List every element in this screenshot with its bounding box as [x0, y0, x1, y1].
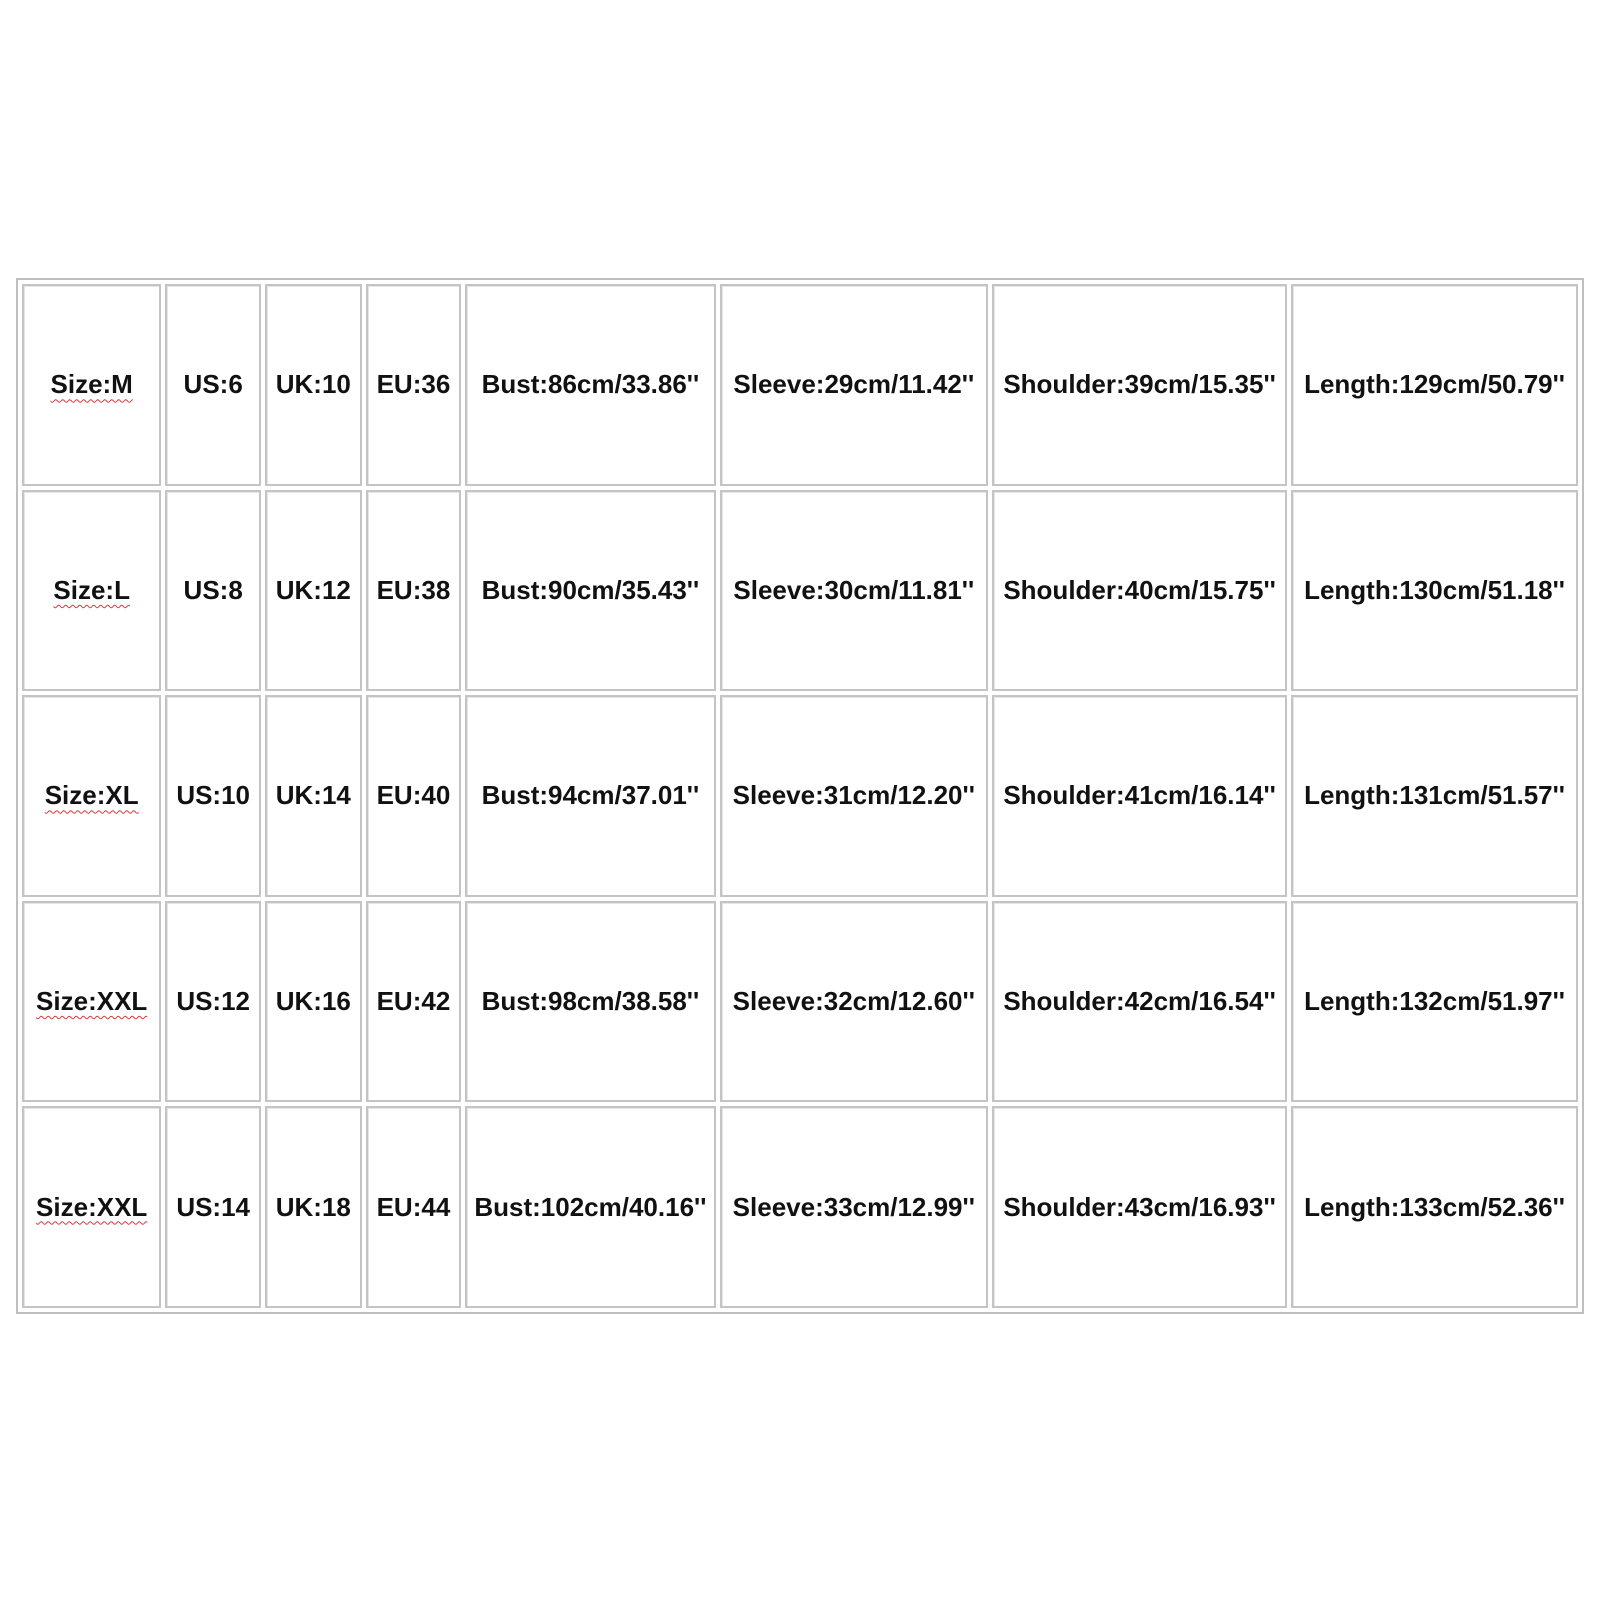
uk-size-cell: UK:18	[265, 1106, 362, 1308]
sleeve-cell: Sleeve:30cm/11.81''	[720, 490, 989, 692]
shoulder-cell: Shoulder:40cm/15.75''	[992, 490, 1287, 692]
size-row-xxl-2	[22, 1106, 1578, 1308]
us-size-cell: US:6	[165, 284, 261, 486]
shoulder-cell: Shoulder:42cm/16.54''	[992, 901, 1287, 1103]
size-cell	[22, 1106, 161, 1308]
size-chart-table	[16, 278, 1584, 1314]
eu-size-cell: EU:36	[366, 284, 462, 486]
size-row-xxl	[22, 901, 1578, 1103]
length-cell: Length:130cm/51.18''	[1291, 490, 1578, 692]
length-cell: Length:129cm/50.79''	[1291, 284, 1578, 486]
sleeve-cell: Sleeve:31cm/12.20''	[720, 695, 989, 897]
bust-cell: Bust:94cm/37.01''	[465, 695, 715, 897]
us-size-cell: US:10	[165, 695, 261, 897]
size-label: Size:L	[53, 574, 130, 605]
uk-size-cell: UK:14	[265, 695, 362, 897]
sleeve-cell: Sleeve:33cm/12.99''	[720, 1106, 989, 1308]
shoulder-cell: Shoulder:39cm/15.35''	[992, 284, 1287, 486]
sleeve-cell: Sleeve:29cm/11.42''	[720, 284, 989, 486]
uk-size-cell: UK:10	[265, 284, 362, 486]
shoulder-cell: Shoulder:41cm/16.14''	[992, 695, 1287, 897]
eu-size-cell: EU:38	[366, 490, 462, 692]
bust-cell: Bust:90cm/35.43''	[465, 490, 715, 692]
length-cell: Length:133cm/52.36''	[1291, 1106, 1578, 1308]
size-label: Size:XL	[44, 780, 139, 811]
bust-cell: Bust:98cm/38.58''	[465, 901, 715, 1103]
shoulder-cell: Shoulder:43cm/16.93''	[992, 1106, 1287, 1308]
length-cell: Length:131cm/51.57''	[1291, 695, 1578, 897]
bust-cell: Bust:86cm/33.86''	[465, 284, 715, 486]
us-size-cell: US:12	[165, 901, 261, 1103]
size-cell	[22, 695, 161, 897]
uk-size-cell: UK:12	[265, 490, 362, 692]
size-label: Size:M	[50, 369, 133, 400]
size-row-xl	[22, 695, 1578, 897]
uk-size-cell: UK:16	[265, 901, 362, 1103]
size-cell	[22, 490, 161, 692]
size-row-m	[22, 284, 1578, 486]
length-cell: Length:132cm/51.97''	[1291, 901, 1578, 1103]
eu-size-cell: EU:40	[366, 695, 462, 897]
eu-size-cell: EU:44	[366, 1106, 462, 1308]
eu-size-cell: EU:42	[366, 901, 462, 1103]
size-row-l	[22, 490, 1578, 692]
us-size-cell: US:8	[165, 490, 261, 692]
size-cell	[22, 284, 161, 486]
size-label: Size:XXL	[36, 986, 148, 1017]
sleeve-cell: Sleeve:32cm/12.60''	[720, 901, 989, 1103]
bust-cell: Bust:102cm/40.16''	[465, 1106, 715, 1308]
us-size-cell: US:14	[165, 1106, 261, 1308]
size-label: Size:XXL	[36, 1191, 148, 1222]
size-cell	[22, 901, 161, 1103]
